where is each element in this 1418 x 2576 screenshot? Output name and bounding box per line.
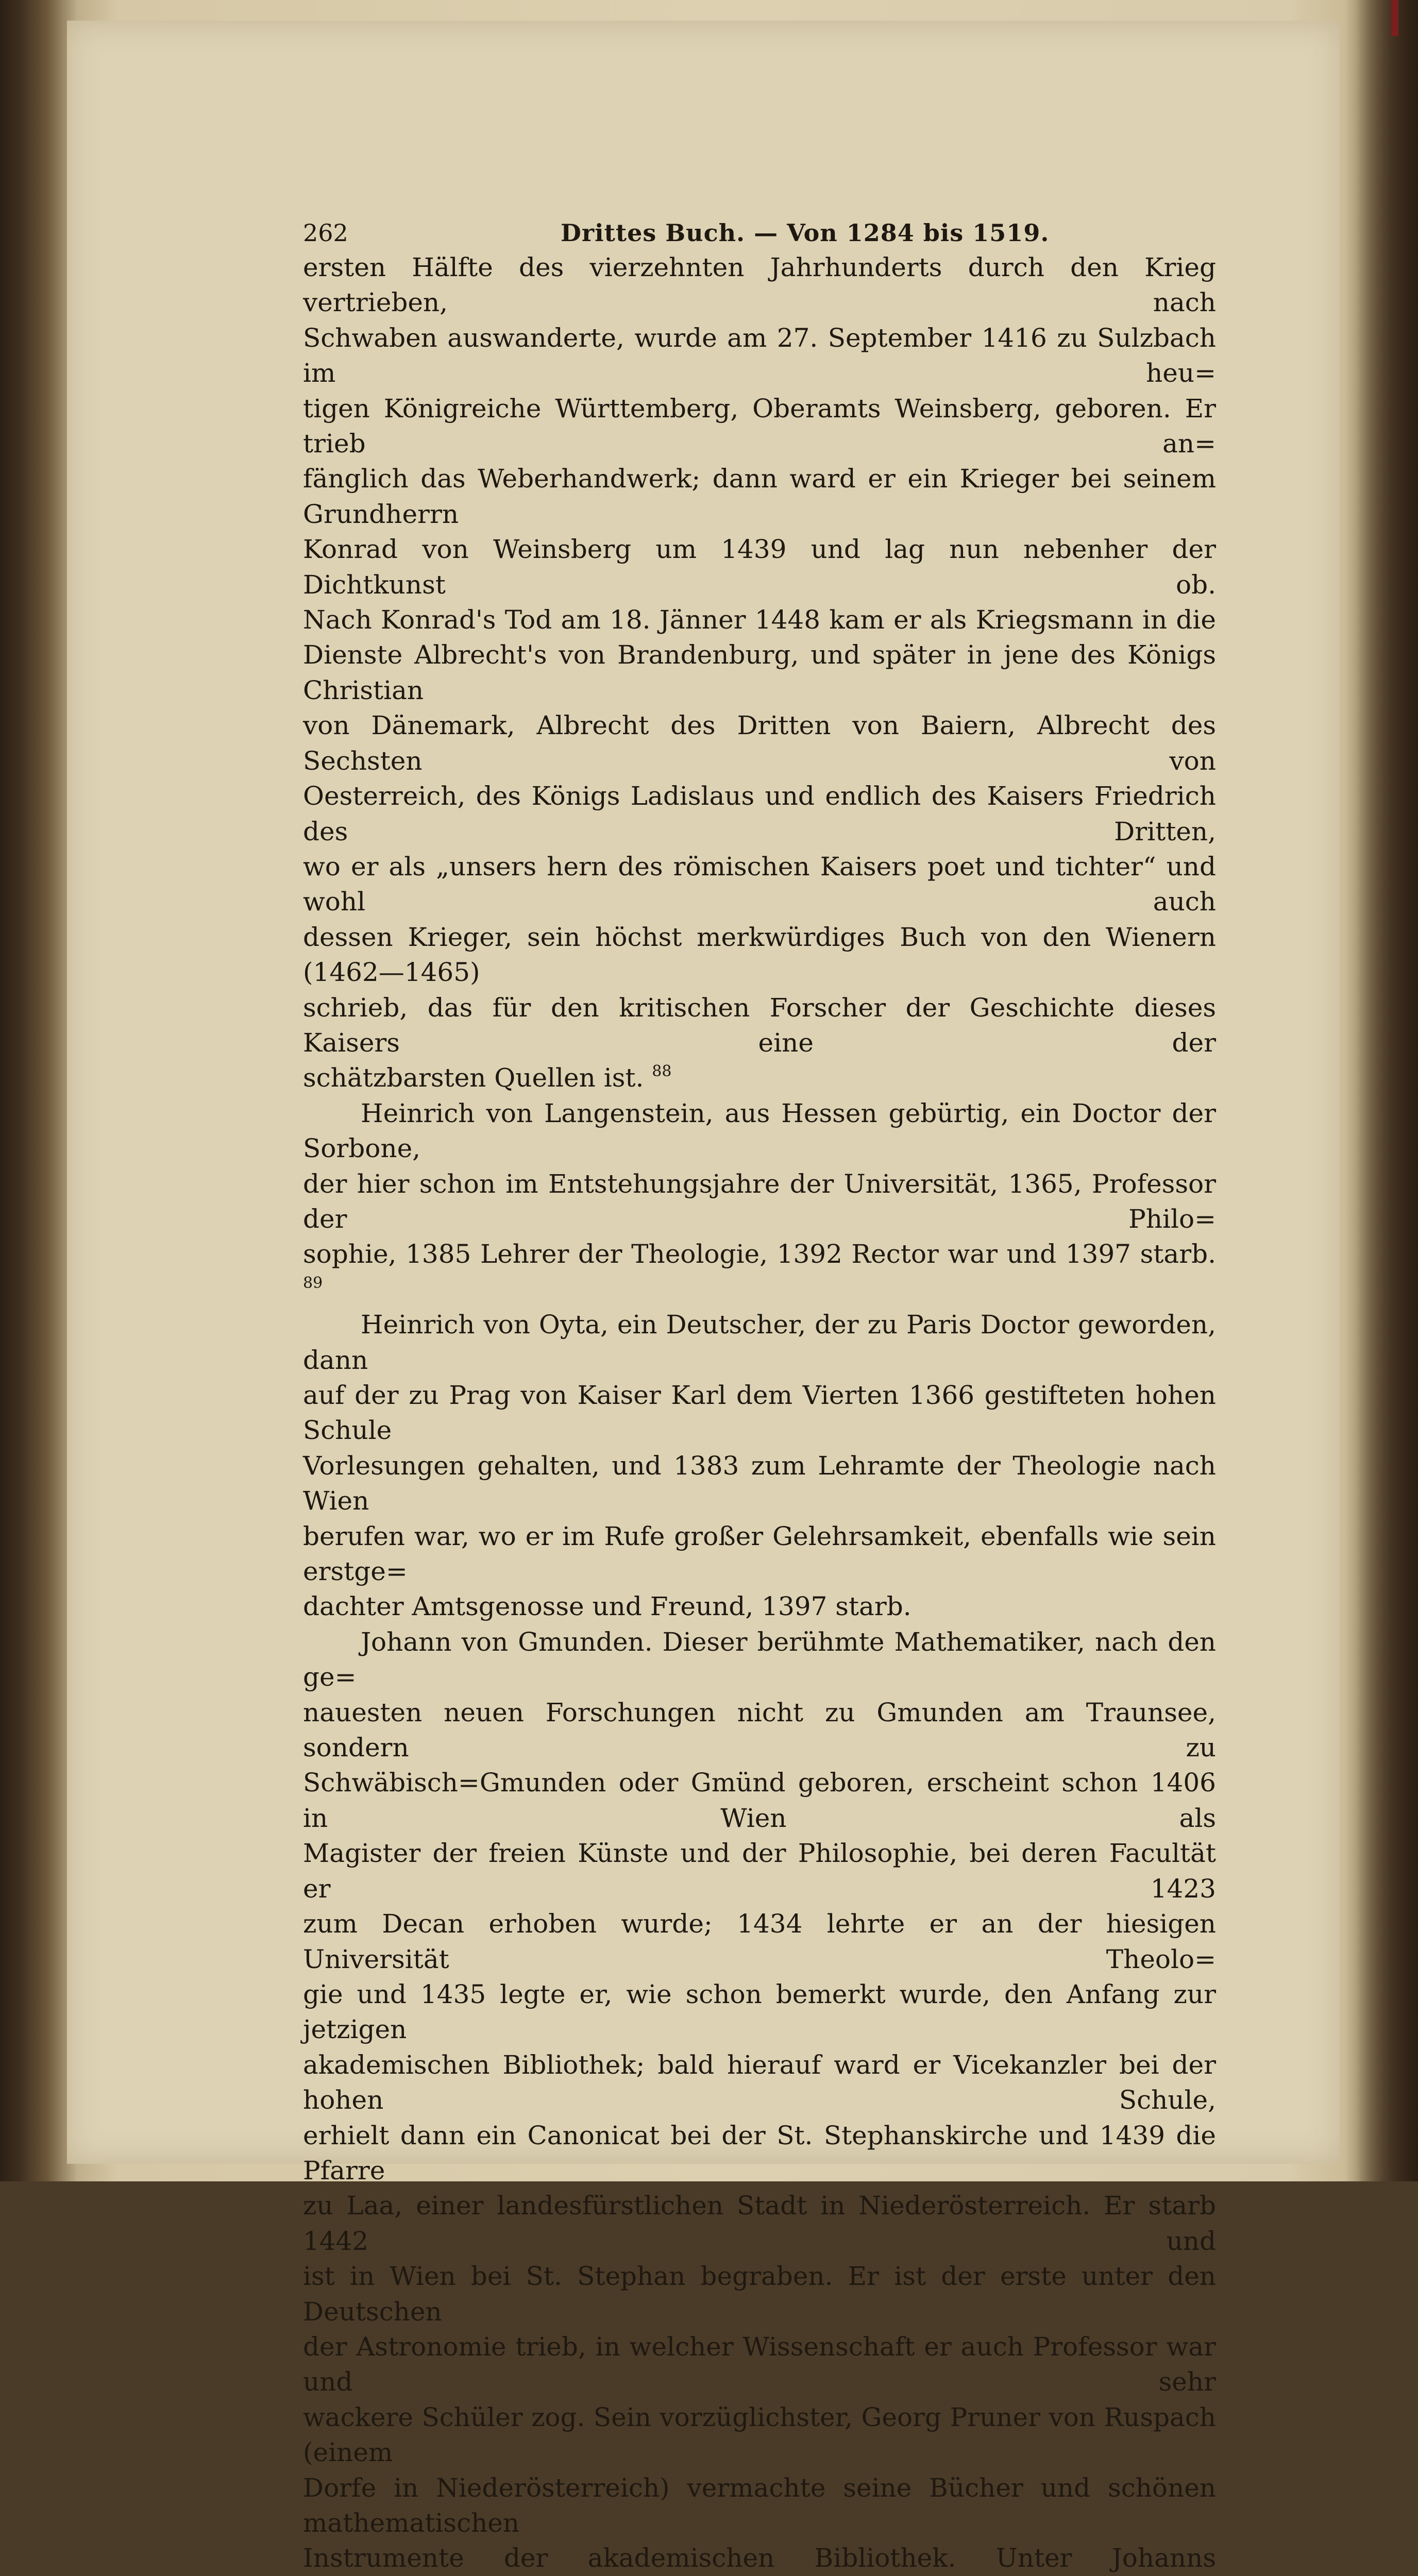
text-line: von Dänemark, Albrecht des Dritten von Baiern, Albrecht des Sechsten von (303, 710, 1216, 776)
text-line: dachter Amtsgenosse und Freund, 1397 starb. (303, 1591, 911, 1622)
text-line: zum Decan erhoben wurde; 1434 lehrte er an der hiesigen Universität Theolo= (303, 1909, 1216, 1974)
paragraph-p4 (303, 1624, 1216, 2576)
footnote-ref: 89 (303, 1274, 323, 1292)
text-line: ist in Wien bei St. Stephan begraben. Er ist der erste unter den Deutschen (303, 2261, 1216, 2327)
text-line: fänglich das Weberhandwerk; dann ward er ein Krieger bei seinem Grundherrn (303, 464, 1216, 529)
text-line: schrieb, das für den kritischen Forscher der Geschichte dieses Kaisers eine der (303, 992, 1216, 1058)
main-text (303, 250, 1216, 2576)
text-line: Vorlesungen gehalten, und 1383 zum Lehramte der Theologie nach Wien (303, 1450, 1216, 1516)
text-line: wackere Schüler zog. Sein vorzüglichster, Georg Pruner von Ruspach (einem (303, 2402, 1216, 2468)
text-line: gie und 1435 legte er, wie schon bemerkt wurde, den Anfang zur jetzigen (303, 1979, 1216, 2045)
text-line: nauesten neuen Forschungen nicht zu Gmunden am Traunsee, sondern zu (303, 1697, 1216, 1763)
text-line: erhielt dann ein Canonicat bei der St. Stephanskirche und 1439 die Pfarre (303, 2120, 1216, 2185)
text-line: Schwäbisch=Gmunden oder Gmünd geboren, erscheint schon 1406 in Wien als (303, 1768, 1216, 1833)
bookmark-ribbon (1391, 0, 1398, 36)
text-line: Dorfe in Niederösterreich) vermachte seine Bücher und schönen mathematischen (303, 2472, 1216, 2538)
text-line: Nach Konrad's Tod am 18. Jänner 1448 kam er als Kriegsmann in die (303, 605, 1216, 635)
text-line: Schwaben auswanderte, wurde am 27. September 1416 zu Sulzbach im heu= (303, 323, 1216, 388)
text-line: Oesterreich, des Königs Ladislaus und endlich des Kaisers Friedrich des Dritten, (303, 781, 1216, 846)
paragraph-p2 (303, 1096, 1216, 1307)
text-line: schätzbarsten Quellen ist. $^{88}$ (303, 1062, 672, 1093)
text-line: akademischen Bibliothek; bald hierauf ward er Vicekanzler bei der hohen Schule, (303, 2049, 1216, 2115)
text-line: der Astronomie trieb, in welcher Wissenschaft er auch Professor war und sehr (303, 2331, 1216, 2397)
text-line: auf der zu Prag von Kaiser Karl dem Vierten 1366 gestifteten hohen Schule (303, 1380, 1216, 1446)
text-line: Instrumente der akademischen Bibliothek. Unter Johanns (303, 2543, 1216, 2573)
text-line: tigen Königreiche Württemberg, Oberamts Weinsberg, geboren. Er trieb an= (303, 393, 1216, 459)
running-head: Drittes Buch. — Von 1284 bis 1519. (561, 219, 1050, 247)
paragraph-p3 (303, 1307, 1216, 1624)
text-line: Johann von Gmunden. Dieser berühmte Mathematiker, nach den ge= (303, 1626, 1216, 1692)
text-line: Heinrich von Oyta, ein Deutscher, der zu Paris Doctor geworden, dann (303, 1310, 1216, 1375)
paragraph-p1 (303, 250, 1216, 1096)
text-line: Magister der freien Künste und der Philosophie, bei deren Facultät er 1423 (303, 1838, 1216, 1904)
page-number: 262 (303, 219, 348, 247)
text-line: sophie, 1385 Lehrer der Theologie, 1392 Rector war und 1397 starb. $^{89}$ (303, 1239, 1216, 1292)
text-line: Konrad von Weinsberg um 1439 und lag nun nebenher der Dichtkunst ob. (303, 534, 1216, 600)
text-line: Dienste Albrecht's von Brandenburg, und später in jene des Königs Christian (303, 640, 1216, 705)
text-line: Heinrich von Langenstein, aus Hessen gebürtig, ein Doctor der Sorbone, (303, 1098, 1216, 1164)
text-line: wo er als „unsers hern des römischen Kaisers poet und tichter“ und wohl auch (303, 851, 1216, 917)
footnote-ref: 88 (652, 1062, 672, 1081)
text-line: ersten Hälfte des vierzehnten Jahrhunderts durch den Krieg vertrieben, nach (303, 252, 1216, 318)
text-line: der hier schon im Entstehungsjahre der Universität, 1365, Professor der Philo= (303, 1168, 1216, 1234)
page-edge-shadow (1356, 0, 1418, 2181)
text-line: berufen war, wo er im Rufe großer Gelehrsamkeit, ebenfalls wie sein erstge= (303, 1521, 1216, 1587)
text-line: zu Laa, einer landesfürstlichen Stadt in Niederösterreich. Er starb 1442 und (303, 2191, 1216, 2256)
text-line: dessen Krieger, sein höchst merkwürdiges Buch von den Wienern (1462—1465) (303, 922, 1216, 988)
